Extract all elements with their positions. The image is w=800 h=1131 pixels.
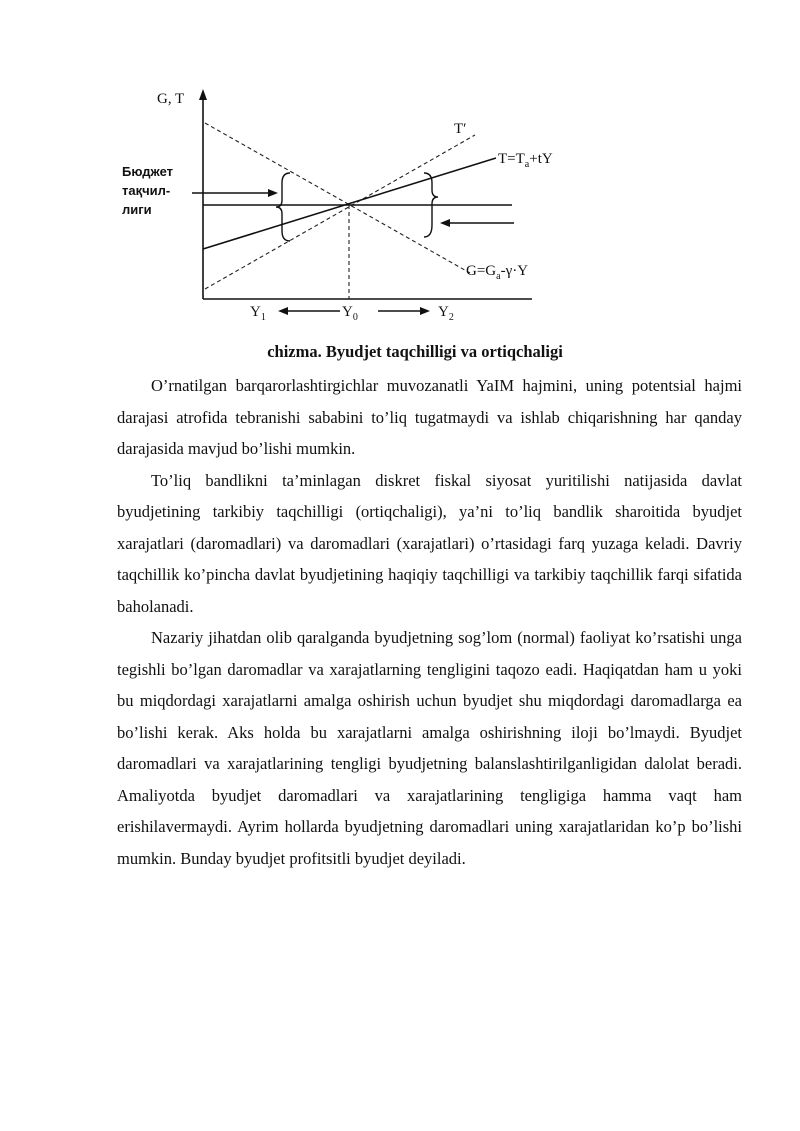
- figure-caption: chizma. Byudjet taqchilligi va ortiqchaligi: [267, 342, 563, 361]
- y2-label: $Y_2$: [438, 304, 454, 323]
- y2-arrow-head: [420, 307, 430, 315]
- budget-arrow-head: [268, 189, 278, 197]
- left-brace: [276, 173, 290, 241]
- budget-label-line1: Бюджет: [122, 164, 173, 179]
- budget-deficit-diagram: [100, 75, 580, 330]
- body-text: [117, 370, 742, 874]
- diagram-svg: [100, 75, 580, 330]
- right-arrow-head: [440, 219, 450, 227]
- y1-arrow-head: [278, 307, 288, 315]
- budget-label-line2: тақчил-: [122, 183, 171, 198]
- paragraph-1: O’rnatilgan barqarorlashtirgichlar muvozanatli YaIM hajmini, uning potentsial hajmi darajasi atrofida tebranishi sababini to’liq tugatmaydi va ishlab chiqarishning har qanday darajasida mavjud bo’lishi mumkin.: [117, 376, 742, 458]
- t-prime-line: [205, 135, 475, 289]
- budget-label-line3: лиги: [122, 202, 152, 217]
- t-line-label: $T=T_a+tY$: [498, 151, 553, 170]
- paragraph-2: To’liq bandlikni ta’minlagan diskret fiskal siyosat yuritilishi natijasida davlat byudjetining tarkibiy taqchilligi (ortiqchaligi), ya’ni to’liq bandlik sharoitida byudjet xarajatlari (daromadlari) va daromadlari (xarajatlari) o’rtasidagi farq yuzaga keladi. Davriy taqchillik ko’pincha davlat byudjetining haqiqiy taqchilligi va tarkibiy taqchillik farqi sifatida baholanadi.: [117, 470, 742, 616]
- y0-label: $Y_0$: [342, 304, 358, 323]
- y-axis-arrow: [199, 89, 207, 100]
- g-line: [205, 123, 470, 273]
- t-prime-label: T′: [454, 121, 467, 137]
- y1-label: $Y_1$: [250, 304, 266, 323]
- g-line-label: $G=G_a-\gamma\cdot Y$: [466, 263, 529, 282]
- y-axis-label: G, T: [157, 91, 185, 107]
- paragraph-3: Nazariy jihatdan olib qaralganda byudjetning sog’lom (normal) faoliyat ko’rsatishi unga tegishli bo’lgan daromadlar va xarajatlarning tengligini taqozo eadi. Haqiqatdan ham u yoki bu miqdordagi xarajatlarni amalga oshirish uchun byudjet shu miqdordagi daromadlarga ea bo’lishi kerak. Aks holda bu xarajatlarni amalga oshirishning iloji bo’lmaydi. Byudjet daromadlari va xarajatlarining tengligi byudjetning balanslashtirilganligidan dalolat beradi. Amaliyotda byudjet daromadlari va xarajatlarining tengligiga hamma vaqt ham erishilavermaydi. Ayrim hollarda byudjetning daromadlari uning xarajatlaridan ko’p bo’lishi mumkin. Bunday byudjet profitsitli byudjet deyiladi.: [117, 628, 742, 868]
